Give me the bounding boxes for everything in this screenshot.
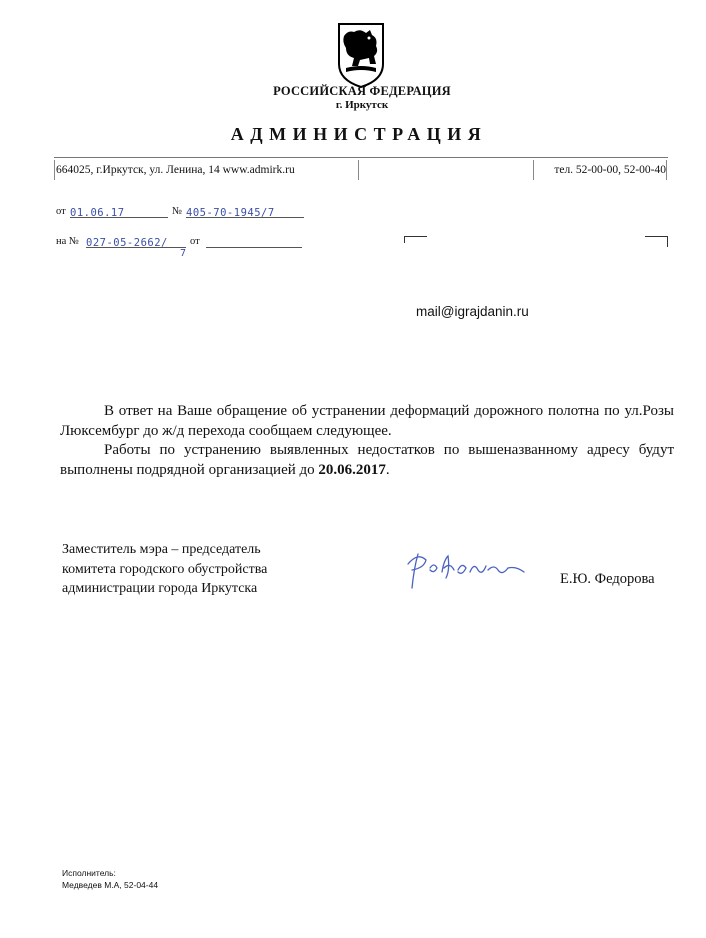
ref-date-field	[206, 233, 302, 248]
coat-of-arms-icon	[336, 20, 386, 90]
signatory-title-line-1: Заместитель мэра – председатель	[62, 542, 261, 557]
phone-line: тел. 52-00-00, 52-00-40	[554, 164, 666, 176]
handwritten-signature	[404, 548, 530, 594]
signatory-title-line-2: комитета городского обустройства	[62, 561, 268, 577]
addressee-bracket-right	[645, 236, 668, 247]
phone-left-tick	[533, 160, 534, 180]
signatory-name: Е.Ю. Федорова	[560, 571, 655, 587]
ref-number-suffix: 7	[180, 248, 187, 259]
signatory-title	[62, 540, 267, 599]
number-label: №	[172, 206, 183, 217]
ref-label: на №	[56, 236, 79, 247]
paragraph-2-text: Работы по устранению выявленных недостатков по вышеназванному адресу будут выполнены подрядной организацией до	[60, 442, 674, 478]
address-right-tick	[358, 160, 359, 180]
paragraph-2-end: .	[385, 461, 390, 478]
executor-name: Медведев М.А, 52-04-44	[62, 879, 159, 890]
country-name: РОССИЙСКАЯ ФЕДЕРАЦИЯ	[273, 84, 451, 98]
address-left-tick	[54, 160, 55, 180]
paragraph-1-text: В ответ на Ваше обращение об устранении деформаций дорожного полотна по ул.Розы Люксембург до ж/д перехода сообщаем следующее.	[60, 403, 674, 439]
ref-from-label: от	[190, 236, 200, 247]
ref-number-value: 027-05-2662/	[86, 237, 168, 249]
phone-right-tick	[666, 160, 667, 180]
address-line: 664025, г.Иркутск, ул. Ленина, 14 www.admirk.ru	[56, 164, 295, 176]
addressee-bracket-left	[404, 236, 427, 243]
executor-block	[62, 868, 158, 891]
recipient-email: mail@igrajdanin.ru	[416, 304, 529, 319]
date-field	[70, 203, 168, 218]
organization-title: АДМИНИСТРАЦИЯ	[230, 124, 488, 144]
body-paragraph-1	[60, 402, 674, 441]
date-value: 01.06.17	[70, 207, 125, 219]
deadline-date: 20.06.2017	[318, 461, 386, 478]
header-divider	[54, 157, 668, 158]
number-value: 405-70-1945/7	[186, 207, 275, 219]
date-label: от	[56, 206, 66, 217]
city-name: г. Иркутск	[335, 99, 389, 111]
ref-number-field	[86, 233, 186, 248]
executor-label: Исполнитель:	[62, 868, 116, 878]
number-field	[186, 203, 304, 218]
body-paragraph-2	[60, 441, 674, 480]
signatory-title-line-3: администрации города Иркутска	[62, 581, 258, 596]
